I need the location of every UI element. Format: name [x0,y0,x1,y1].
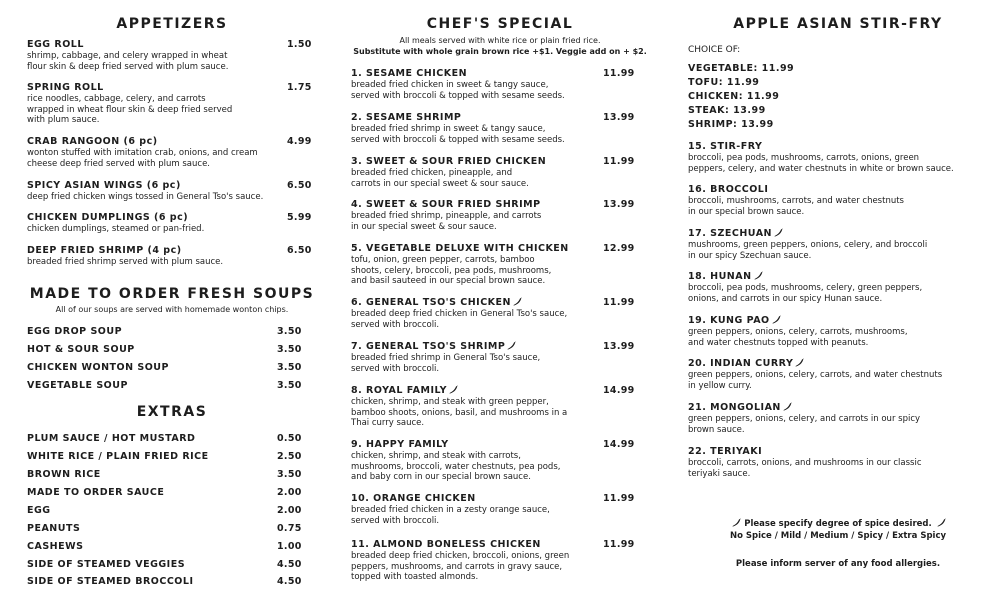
stirfry-description: green peppers, onions, celery, and carrots in our spicy brown sauce. [688,414,921,435]
chili-pepper-icon [937,518,946,527]
chefs-special-name-text: 5. VEGETABLE DELUXE WITH CHICKEN [351,243,569,254]
stirfry-description: green peppers, onions, celery, carrots, mushrooms, and water chestnuts topped with peanuts. [688,327,908,348]
stirfry-name [688,141,988,153]
chefs-special-description: breaded fried chicken, pineapple, and carrots in our special sweet & sour sauce. [351,168,529,189]
extra-item [27,487,164,499]
chefs-special-price: 12.99 [603,243,635,254]
soup-name: VEGETABLE SOUP [27,380,128,391]
soup-item [27,380,128,392]
extra-item [27,576,193,588]
stirfry-description: broccoli, mushrooms, carrots, and water chestnuts in our special brown sauce. [688,196,904,217]
chili-pepper-icon [783,402,792,411]
soup-name: HOT & SOUR SOUP [27,344,135,355]
stirfry-item [688,271,988,304]
chefs-special-item [351,493,651,526]
stirfry-description: mushrooms, green peppers, onions, celery, and broccoli in our spicy Szechuan sauce. [688,240,928,261]
choice-label: CHOICE OF: [688,45,741,55]
chefs-special-item [351,439,651,483]
chili-pepper-icon [795,358,804,367]
chefs-special-name-text: 8. ROYAL FAMILY [351,385,447,396]
chefs-special-description: breaded fried chicken in a zesty orange sauce, served with broccoli. [351,505,550,526]
chefs-special-item [351,385,651,429]
appetizer-price: 1.50 [287,39,312,50]
appetizer-item [27,39,317,72]
stirfry-item [688,184,988,217]
extra-name: SIDE OF STEAMED BROCCOLI [27,576,194,587]
chefs-special-item [351,199,651,232]
extra-name: CASHEWS [27,541,84,552]
stirfry-name-text: 21. MONGOLIAN [688,402,781,413]
stirfry-name-text: 15. STIR-FRY [688,141,763,152]
chefs-special-name-text: 1. SESAME CHICKEN [351,68,468,79]
chefs-special-item [351,156,651,189]
stirfry-name [688,228,988,240]
stirfry-item [688,446,988,479]
chefs-special-price: 11.99 [603,539,635,550]
chefs-special-name-text: 2. SESAME SHRIMP [351,112,462,123]
soups-note: All of our soups are served with homemade wonton chips. [55,305,289,314]
chefs-special-price: 13.99 [603,341,635,352]
stirfry-description: broccoli, carrots, onions, and mushrooms in our classic teriyaki sauce. [688,458,922,479]
chefs-special-description: breaded deep fried chicken, broccoli, onions, green peppers, mushrooms, and carrots in gravy sauce, topped with toasted almonds. [351,551,570,582]
spice-note [708,518,968,530]
chefs-special-name-text: 7. GENERAL TSO'S SHRIMP [351,341,506,352]
extra-item [27,451,209,463]
stirfry-description: green peppers, onions, celery, carrots, and water chestnuts in yellow curry. [688,370,943,391]
chefs-special-price: 14.99 [603,385,635,396]
chili-pepper-icon [507,341,516,350]
chefs-special-name-text: 4. SWEET & SOUR FRIED SHRIMP [351,199,541,210]
appetizer-price: 6.50 [287,245,312,256]
stirfry-item [688,315,988,348]
chili-pepper-icon [754,271,763,280]
soup-price: 3.50 [277,380,302,391]
soup-name: EGG DROP SOUP [27,326,123,337]
chefs-note-substitute: Substitute with whole grain brown rice +$1. Veggie add on + $2. [353,47,647,56]
chefs-special-description: breaded fried shrimp, pineapple, and carrots in our special sweet & sour sauce. [351,211,542,232]
chefs-special-description: breaded fried shrimp in sweet & tangy sauce, served with broccoli & topped with sesame seeds. [351,124,565,145]
appetizer-name: SPRING ROLL [27,82,104,93]
extra-name: PLUM SAUCE / HOT MUSTARD [27,433,196,444]
appetizer-description: shrimp, cabbage, and celery wrapped in wheat flour skin & deep fried served with plum sauce. [27,51,229,72]
soup-name: CHICKEN WONTON SOUP [27,362,169,373]
chefs-special-description: breaded deep fried chicken in General Tso's sauce, served with broccoli. [351,309,568,330]
spice-note-text: Please specify degree of spice desired. [744,519,932,529]
extra-price: 0.75 [277,523,302,534]
chefs-special-item [351,539,651,583]
extra-name: WHITE RICE / PLAIN FRIED RICE [27,451,209,462]
extra-name: BROWN RICE [27,469,101,480]
appetizer-item [27,212,317,235]
protein-choice: VEGETABLE: 11.99 [688,63,795,74]
extra-price: 2.00 [277,487,302,498]
chili-pepper-icon [513,297,522,306]
soup-price: 3.50 [277,326,302,337]
stirfry-item [688,228,988,261]
stirfry-item [688,358,988,391]
stirfry-name-text: 22. TERIYAKI [688,446,763,457]
soup-item [27,344,135,356]
extra-price: 4.50 [277,576,302,587]
appetizer-item [27,180,317,203]
extra-name: SIDE OF STEAMED VEGGIES [27,559,186,570]
appetizer-price: 5.99 [287,212,312,223]
stirfry-name-text: 18. HUNAN [688,271,752,282]
protein-choice: TOFU: 11.99 [688,77,760,88]
extra-item [27,433,195,445]
appetizer-name: CRAB RANGOON (6 pc) [27,136,158,147]
soup-price: 3.50 [277,362,302,373]
stirfry-name [688,184,988,196]
chefs-special-price: 11.99 [603,156,635,167]
chefs-special-description: breaded fried shrimp in General Tso's sauce, served with broccoli. [351,353,541,374]
appetizer-description: breaded fried shrimp served with plum sauce. [27,257,224,267]
extra-name: EGG [27,505,51,516]
stirfry-item [688,402,988,435]
protein-choice: STEAK: 13.99 [688,105,766,116]
soups-title: MADE TO ORDER FRESH SOUPS [29,286,315,302]
stirfry-name-text: 20. INDIAN CURRY [688,358,794,369]
stirfry-name [688,315,988,327]
chefs-special-item [351,243,651,287]
appetizer-price: 4.99 [287,136,312,147]
extra-item [27,559,185,571]
stirfry-name-text: 19. KUNG PAO [688,315,770,326]
extra-item [27,523,80,535]
stirfry-item [688,141,988,174]
protein-choice: SHRIMP: 13.99 [688,119,774,130]
stirfry-name [688,271,988,283]
extra-price: 4.50 [277,559,302,570]
chefs-special-description: breaded fried chicken in sweet & tangy sauce, served with broccoli & topped with sesame seeds. [351,80,565,101]
appetizer-name: CHICKEN DUMPLINGS (6 pc) [27,212,189,223]
stirfry-title: APPLE ASIAN STIR-FRY [733,16,943,32]
appetizer-price: 1.75 [287,82,312,93]
chefs-special-price: 11.99 [603,68,635,79]
chili-pepper-icon [774,228,783,237]
chefs-special-description: chicken, shrimp, and steak with green pepper, bamboo shoots, onions, basil, and mushrooms in a Thai curry sauce. [351,397,568,428]
chefs-special-name-text: 6. GENERAL TSO'S CHICKEN [351,297,511,308]
extras-title: EXTRAS [136,404,208,420]
stirfry-name-text: 17. SZECHUAN [688,228,773,239]
soup-item [27,362,169,374]
chefs-special-item [351,112,651,145]
stirfry-name-text: 16. BROCCOLI [688,184,769,195]
stirfry-name [688,402,988,414]
soup-price: 3.50 [277,344,302,355]
chefs-special-title: CHEF'S SPECIAL [426,16,574,32]
chefs-special-item [351,297,651,330]
extra-name: PEANUTS [27,523,81,534]
chefs-special-price: 11.99 [603,493,635,504]
chefs-special-price: 13.99 [603,112,635,123]
chefs-special-price: 11.99 [603,297,635,308]
appetizers-title: APPETIZERS [116,16,228,32]
appetizer-description: deep fried chicken wings tossed in General Tso's sauce. [27,192,264,202]
appetizer-description: chicken dumplings, steamed or pan-fried. [27,224,205,234]
chefs-special-name-text: 11. ALMOND BONELESS CHICKEN [351,539,541,550]
spice-levels: No Spice / Mild / Medium / Spicy / Extra Spicy [729,531,947,541]
stirfry-description: broccoli, pea pods, mushrooms, carrots, onions, green peppers, celery, and water chestnuts in white or brown sauce. [688,153,954,174]
chefs-special-name-text: 9. HAPPY FAMILY [351,439,449,450]
protein-choice: CHICKEN: 11.99 [688,91,780,102]
appetizer-description: wonton stuffed with imitation crab, onions, and cream cheese deep fried served with plum sauce. [27,148,258,169]
extra-price: 1.00 [277,541,302,552]
extra-item [27,469,101,481]
extra-price: 2.50 [277,451,302,462]
extra-item [27,541,83,553]
chili-pepper-icon [449,385,458,394]
chili-pepper-icon [772,315,781,324]
stirfry-name [688,358,988,370]
soup-item [27,326,122,338]
appetizer-name: SPICY ASIAN WINGS (6 pc) [27,180,181,191]
allergy-note: Please inform server of any food allergies. [735,559,941,569]
chefs-special-name-text: 3. SWEET & SOUR FRIED CHICKEN [351,156,547,167]
chefs-special-description: chicken, shrimp, and steak with carrots, mushrooms, broccoli, water chestnuts, pea pods, and baby corn in our special brown sauce. [351,451,561,482]
extra-price: 3.50 [277,469,302,480]
chefs-special-price: 13.99 [603,199,635,210]
chili-pepper-icon [732,518,741,527]
chefs-special-name-text: 10. ORANGE CHICKEN [351,493,476,504]
stirfry-description: broccoli, pea pods, mushrooms, celery, green peppers, onions, and carrots in our spicy Hunan sauce. [688,283,923,304]
stirfry-name [688,446,988,458]
extra-item [27,505,51,517]
appetizer-item [27,82,317,126]
extra-price: 2.00 [277,505,302,516]
extra-price: 0.50 [277,433,302,444]
appetizer-description: rice noodles, cabbage, celery, and carrots wrapped in wheat flour skin & deep fried served with plum sauce. [27,94,233,125]
appetizer-item [27,245,317,268]
extra-name: MADE TO ORDER SAUCE [27,487,165,498]
chefs-special-item [351,68,651,101]
appetizer-name: DEEP FRIED SHRIMP (4 pc) [27,245,182,256]
appetizer-price: 6.50 [287,180,312,191]
chefs-special-item [351,341,651,374]
appetizer-name: EGG ROLL [27,39,84,50]
chefs-special-description: tofu, onion, green pepper, carrots, bamboo shoots, celery, broccoli, pea pods, mushrooms, and basil sauteed in our special brown sauce. [351,255,552,286]
chefs-note-rice: All meals served with white rice or plain fried rice. [399,36,601,45]
chefs-special-price: 14.99 [603,439,635,450]
appetizer-item [27,136,317,169]
